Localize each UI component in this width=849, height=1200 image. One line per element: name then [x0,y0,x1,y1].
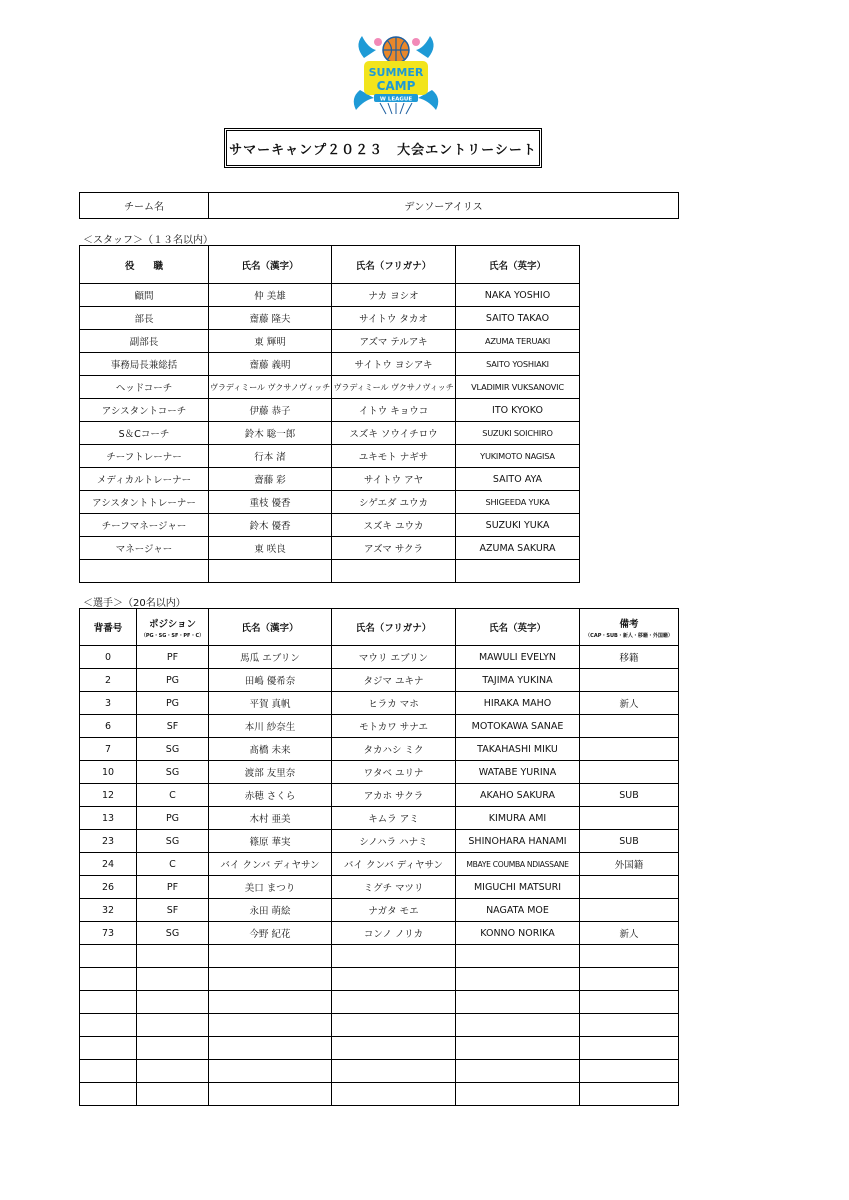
players-header-row [80,609,679,646]
player-cell-remarks [580,1014,679,1037]
player-cell-remarks [580,807,679,830]
staff-row [80,284,580,307]
staff-table [79,245,580,583]
player-row [80,945,679,968]
player-cell-remarks [580,738,679,761]
player-cell-name-kanji: 本川 紗奈生 [209,715,332,738]
player-cell-position: PF [137,876,209,899]
player-cell-name-english: WATABE YURINA [456,761,580,784]
staff-cell-role: アシスタントトレーナー [80,491,209,514]
player-cell-number: 12 [80,784,137,807]
player-cell-position [137,1083,209,1106]
player-cell-name-furigana [332,1037,456,1060]
player-row [80,807,679,830]
player-cell-remarks [580,991,679,1014]
player-cell-name-furigana: タジマ ユキナ [332,669,456,692]
player-cell-name-furigana: コンノ ノリカ [332,922,456,945]
player-cell-name-kanji: 美口 まつり [209,876,332,899]
staff-cell-role: ヘッドコーチ [80,376,209,399]
staff-cell-name-english: SHIGEEDA YUKA [456,491,580,514]
player-cell-name-kanji [209,968,332,991]
staff-cell-name-furigana: サイトウ アヤ [332,468,456,491]
team-value: デンソーアイリス [209,193,679,219]
staff-cell-name-english: SAITO YOSHIAKI [456,353,580,376]
player-cell-name-english: KONNO NORIKA [456,922,580,945]
player-cell-position: PG [137,807,209,830]
staff-cell-name-english: YUKIMOTO NAGISA [456,445,580,468]
staff-cell-name-furigana: ユキモト ナギサ [332,445,456,468]
staff-cell-name-english: ITO KYOKO [456,399,580,422]
player-cell-position: SG [137,761,209,784]
staff-cell-name-kanji: 鈴木 聡一郎 [209,422,332,445]
player-cell-remarks [580,876,679,899]
header-position [137,609,209,646]
staff-cell-name-furigana: アズマ サクラ [332,537,456,560]
header-name-furigana: 氏名（フリガナ） [332,246,456,284]
player-cell-position: SG [137,830,209,853]
player-cell-number [80,1060,137,1083]
player-cell-number: 26 [80,876,137,899]
player-row [80,991,679,1014]
staff-row [80,468,580,491]
player-cell-name-english [456,968,580,991]
players-section-label: ＜選手＞（20名以内） [83,598,186,609]
staff-cell-name-furigana: ヴラディミール ヴクサノヴィッチ [332,376,456,399]
staff-cell-name-kanji: 伊藤 恭子 [209,399,332,422]
player-cell-position [137,1014,209,1037]
staff-cell-role: チーフトレーナー [80,445,209,468]
staff-cell-name-kanji: 東 輝明 [209,330,332,353]
player-cell-position: SG [137,738,209,761]
staff-cell-name-kanji: 東 咲良 [209,537,332,560]
player-cell-name-furigana [332,1014,456,1037]
player-cell-position: SF [137,715,209,738]
staff-cell-name-furigana: アズマ テルアキ [332,330,456,353]
player-cell-name-kanji: 木村 亜美 [209,807,332,830]
staff-cell-name-kanji: 行本 渚 [209,445,332,468]
staff-cell-role: 顧問 [80,284,209,307]
player-cell-position: C [137,784,209,807]
staff-row [80,376,580,399]
player-cell-name-furigana [332,991,456,1014]
player-cell-name-furigana [332,1083,456,1106]
staff-cell-name-kanji: 重枝 優香 [209,491,332,514]
player-cell-name-furigana [332,968,456,991]
player-row [80,1060,679,1083]
staff-cell-name-english: AZUMA TERUAKI [456,330,580,353]
staff-cell-role: S＆Cコーチ [80,422,209,445]
staff-cell-name-english: SUZUKI SOICHIRO [456,422,580,445]
player-cell-name-kanji [209,991,332,1014]
player-row [80,784,679,807]
staff-row [80,560,580,583]
player-cell-name-english: MBAYE COUMBA NDIASSANE [456,853,580,876]
player-cell-name-furigana: バイ クンバ ディヤサン [332,853,456,876]
staff-cell-name-furigana: スズキ ソウイチロウ [332,422,456,445]
header-name-english: 氏名（英字） [456,246,580,284]
player-cell-position: SF [137,899,209,922]
player-cell-position: C [137,853,209,876]
player-cell-number: 24 [80,853,137,876]
staff-header-row [80,246,580,284]
player-cell-remarks: SUB [580,830,679,853]
staff-cell-role: 事務局長兼総括 [80,353,209,376]
staff-cell-name-kanji: 齋藤 彩 [209,468,332,491]
player-cell-position [137,1037,209,1060]
player-cell-number: 7 [80,738,137,761]
staff-cell-name-english: SAITO AYA [456,468,580,491]
player-cell-name-furigana: タカハシ ミク [332,738,456,761]
staff-row [80,353,580,376]
player-cell-remarks [580,899,679,922]
player-cell-name-english [456,1060,580,1083]
players-table-body [80,646,679,1106]
player-cell-number [80,1083,137,1106]
staff-row [80,307,580,330]
staff-table-body [80,284,580,583]
player-cell-name-english: SHINOHARA HANAMI [456,830,580,853]
player-cell-number: 3 [80,692,137,715]
player-cell-name-kanji: 髙橋 未来 [209,738,332,761]
staff-cell-name-furigana: サイトウ ヨシアキ [332,353,456,376]
header-name-kanji: 氏名（漢字） [209,609,332,646]
header-name-kanji: 氏名（漢字） [209,246,332,284]
player-cell-name-english: MOTOKAWA SANAE [456,715,580,738]
player-cell-name-english: TAKAHASHI MIKU [456,738,580,761]
player-cell-name-english [456,991,580,1014]
player-cell-position: PG [137,692,209,715]
player-row [80,899,679,922]
page-title: サマーキャンプ２０２３ 大会エントリーシート [224,128,542,168]
header-remarks [580,609,679,646]
player-cell-name-english: MIGUCHI MATSURI [456,876,580,899]
logo-text-wleague: W LEAGUE [379,96,413,103]
player-cell-name-furigana: モトカワ サナエ [332,715,456,738]
player-cell-name-furigana [332,1060,456,1083]
player-cell-name-kanji: 渡部 友里奈 [209,761,332,784]
player-cell-name-english: NAGATA MOE [456,899,580,922]
player-cell-position: PG [137,669,209,692]
staff-cell-role: チーフマネージャー [80,514,209,537]
player-cell-name-furigana: ワタベ ユリナ [332,761,456,784]
player-cell-name-kanji: 馬瓜 エブリン [209,646,332,669]
player-cell-number [80,991,137,1014]
logo-text-camp: CAMP [376,79,416,93]
player-row [80,968,679,991]
player-cell-name-kanji [209,1014,332,1037]
player-row [80,830,679,853]
staff-cell-name-kanji [209,560,332,583]
player-cell-number: 0 [80,646,137,669]
player-cell-name-kanji [209,1083,332,1106]
player-row [80,715,679,738]
player-cell-number: 13 [80,807,137,830]
player-cell-name-kanji: 赤穂 さくら [209,784,332,807]
staff-cell-name-kanji: 齋藤 義明 [209,353,332,376]
staff-row [80,514,580,537]
player-cell-name-english: TAJIMA YUKINA [456,669,580,692]
player-cell-number: 23 [80,830,137,853]
player-cell-position: PF [137,646,209,669]
player-cell-name-kanji: 平賀 真帆 [209,692,332,715]
player-row [80,1014,679,1037]
player-row [80,922,679,945]
player-row [80,876,679,899]
logo-text-summer: SUMMER [368,66,424,79]
staff-row [80,422,580,445]
player-cell-name-kanji: 永田 萌絵 [209,899,332,922]
player-cell-name-furigana: ミグチ マツリ [332,876,456,899]
player-cell-number: 10 [80,761,137,784]
header-number: 背番号 [80,609,137,646]
header-remarks-label: 備考 [619,618,639,630]
player-cell-name-english: KIMURA AMI [456,807,580,830]
player-cell-remarks [580,968,679,991]
player-cell-name-english [456,1083,580,1106]
header-remarks-note: （CAP・SUB・新人・移籍・外国籍） [585,632,673,639]
player-cell-name-kanji [209,1060,332,1083]
staff-cell-role: アシスタントコーチ [80,399,209,422]
player-cell-number [80,968,137,991]
player-cell-name-kanji: 今野 紀花 [209,922,332,945]
player-row [80,646,679,669]
player-cell-name-furigana: キムラ アミ [332,807,456,830]
player-cell-remarks: SUB [580,784,679,807]
staff-cell-name-furigana: サイトウ タカオ [332,307,456,330]
staff-cell-name-furigana [332,560,456,583]
player-cell-name-kanji: バイ クンバ ディヤサン [209,853,332,876]
staff-row [80,491,580,514]
player-cell-name-kanji: 篠原 華実 [209,830,332,853]
player-cell-name-english [456,1014,580,1037]
staff-cell-name-english: SUZUKI YUKA [456,514,580,537]
player-cell-name-furigana: アカホ サクラ [332,784,456,807]
player-cell-name-furigana: マウリ エブリン [332,646,456,669]
player-cell-name-kanji: 田嶋 優希奈 [209,669,332,692]
player-cell-remarks: 外国籍 [580,853,679,876]
player-cell-name-kanji [209,1037,332,1060]
staff-cell-name-kanji: 齋藤 隆夫 [209,307,332,330]
player-row [80,761,679,784]
staff-cell-name-kanji: ヴラディミール ヴクサノヴィッチ [209,376,332,399]
staff-cell-name-english: SAITO TAKAO [456,307,580,330]
team-label: チーム名 [80,193,209,219]
header-name-furigana: 氏名（フリガナ） [332,609,456,646]
player-cell-remarks [580,945,679,968]
player-row [80,1037,679,1060]
staff-row [80,330,580,353]
staff-cell-name-english [456,560,580,583]
staff-row [80,399,580,422]
player-row [80,853,679,876]
staff-cell-name-furigana: イトウ キョウコ [332,399,456,422]
player-cell-remarks: 移籍 [580,646,679,669]
player-cell-name-english [456,1037,580,1060]
player-cell-position: SG [137,922,209,945]
player-cell-remarks: 新人 [580,692,679,715]
staff-cell-role: マネージャー [80,537,209,560]
staff-cell-role [80,560,209,583]
player-cell-remarks [580,715,679,738]
team-name-table [79,192,679,219]
player-cell-name-english [456,945,580,968]
player-cell-name-english: MAWULI EVELYN [456,646,580,669]
staff-section-label: ＜スタッフ＞（１３名以内） [83,235,213,246]
staff-cell-name-english: AZUMA SAKURA [456,537,580,560]
player-cell-remarks [580,1083,679,1106]
header-name-english: 氏名（英字） [456,609,580,646]
player-cell-position [137,945,209,968]
staff-cell-name-english: NAKA YOSHIO [456,284,580,307]
player-cell-number [80,1037,137,1060]
player-cell-position [137,991,209,1014]
staff-cell-name-kanji: 鈴木 優香 [209,514,332,537]
staff-cell-role: メディカルトレーナー [80,468,209,491]
header-position-note: （PG・SG・SF・PF・C） [140,632,205,639]
players-table [79,608,679,1106]
player-cell-remarks [580,1060,679,1083]
player-cell-number [80,1014,137,1037]
player-row [80,738,679,761]
staff-cell-name-english: VLADIMIR VUKSANOVIC [456,376,580,399]
player-cell-remarks [580,1037,679,1060]
header-position-label: ポジション [148,618,197,630]
player-cell-remarks [580,669,679,692]
player-cell-remarks [580,761,679,784]
player-cell-name-furigana: シノハラ ハナミ [332,830,456,853]
player-cell-name-furigana: ヒラカ マホ [332,692,456,715]
player-cell-number: 2 [80,669,137,692]
summer-camp-logo [350,28,442,116]
player-cell-number: 73 [80,922,137,945]
staff-row [80,537,580,560]
player-cell-name-english: HIRAKA MAHO [456,692,580,715]
player-cell-position [137,1060,209,1083]
player-cell-number: 6 [80,715,137,738]
player-cell-remarks: 新人 [580,922,679,945]
staff-cell-role: 部長 [80,307,209,330]
staff-cell-name-furigana: ナカ ヨシオ [332,284,456,307]
staff-row [80,445,580,468]
player-row [80,692,679,715]
player-cell-name-furigana [332,945,456,968]
player-cell-number [80,945,137,968]
staff-cell-role: 副部長 [80,330,209,353]
player-cell-name-english: AKAHO SAKURA [456,784,580,807]
player-row [80,669,679,692]
staff-cell-name-furigana: スズキ ユウカ [332,514,456,537]
player-row [80,1083,679,1106]
player-cell-position [137,968,209,991]
player-cell-name-furigana: ナガタ モエ [332,899,456,922]
staff-cell-name-furigana: シゲエダ ユウカ [332,491,456,514]
staff-cell-name-kanji: 仲 美雄 [209,284,332,307]
header-role: 役 職 [80,246,209,284]
player-cell-number: 32 [80,899,137,922]
player-cell-name-kanji [209,945,332,968]
